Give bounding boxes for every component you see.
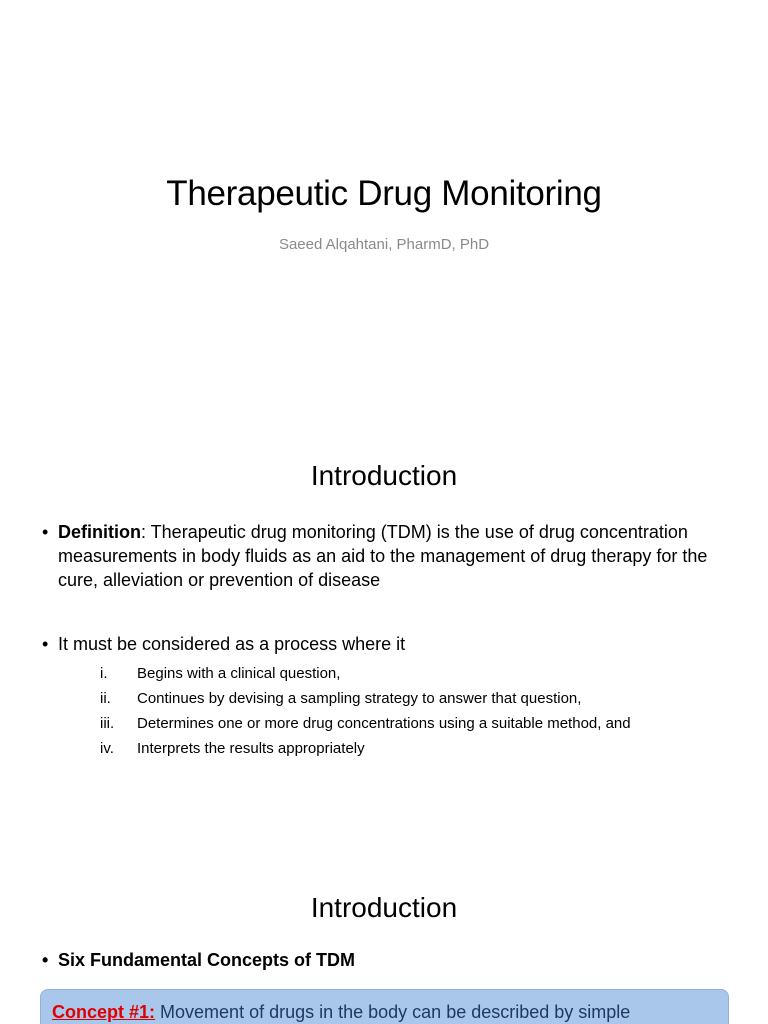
definition-label: Definition — [58, 522, 141, 542]
process-steps-list — [100, 661, 740, 761]
author-subtitle: Saeed Alqahtani, PharmD, PhD — [278, 236, 490, 253]
process-bullet — [42, 632, 742, 656]
definition-body: : Therapeutic drug monitoring (TDM) is the use of drug concentration measurements in body fluids as an aid to the management of drug therapy for the cure, alleviation or prevention of disease — [58, 522, 708, 590]
concept-1-box — [40, 989, 729, 1024]
step-number: ii. — [100, 690, 111, 707]
bullet-glyph: • — [42, 950, 49, 970]
concept-1-label: Concept #1: — [52, 1002, 156, 1022]
slide-heading: Introduction — [310, 460, 458, 491]
step-text: Determines one or more drug concentrations using a suitable method, and — [137, 715, 631, 732]
process-intro: It must be considered as a process where it — [58, 634, 406, 654]
step-text: Begins with a clinical question, — [137, 665, 341, 682]
concepts-slide — [0, 864, 768, 1024]
definition-bullet — [42, 520, 742, 592]
concept-1-description: Movement of drugs in the body can be described by simple — [155, 1002, 631, 1022]
list-item — [100, 661, 740, 686]
concepts-bullet — [42, 948, 742, 972]
list-item — [100, 736, 740, 761]
list-item — [100, 686, 740, 711]
concept-1-text — [52, 1000, 630, 1024]
list-item — [100, 711, 740, 736]
slide-heading: Introduction — [310, 892, 458, 923]
bullet-glyph: • — [42, 522, 49, 542]
concepts-title: Six Fundamental Concepts of TDM — [58, 950, 356, 970]
definition-text — [58, 520, 742, 592]
presentation-title: Therapeutic Drug Monitoring — [166, 174, 602, 213]
step-number: iii. — [100, 715, 115, 732]
step-number: iv. — [100, 740, 114, 757]
step-text: Continues by devising a sampling strategy to answer that question, — [137, 690, 582, 707]
introduction-slide — [0, 432, 768, 864]
title-slide — [0, 0, 768, 432]
bullet-glyph: • — [42, 634, 49, 654]
step-number: i. — [100, 665, 108, 682]
step-text: Interprets the results appropriately — [137, 740, 365, 757]
